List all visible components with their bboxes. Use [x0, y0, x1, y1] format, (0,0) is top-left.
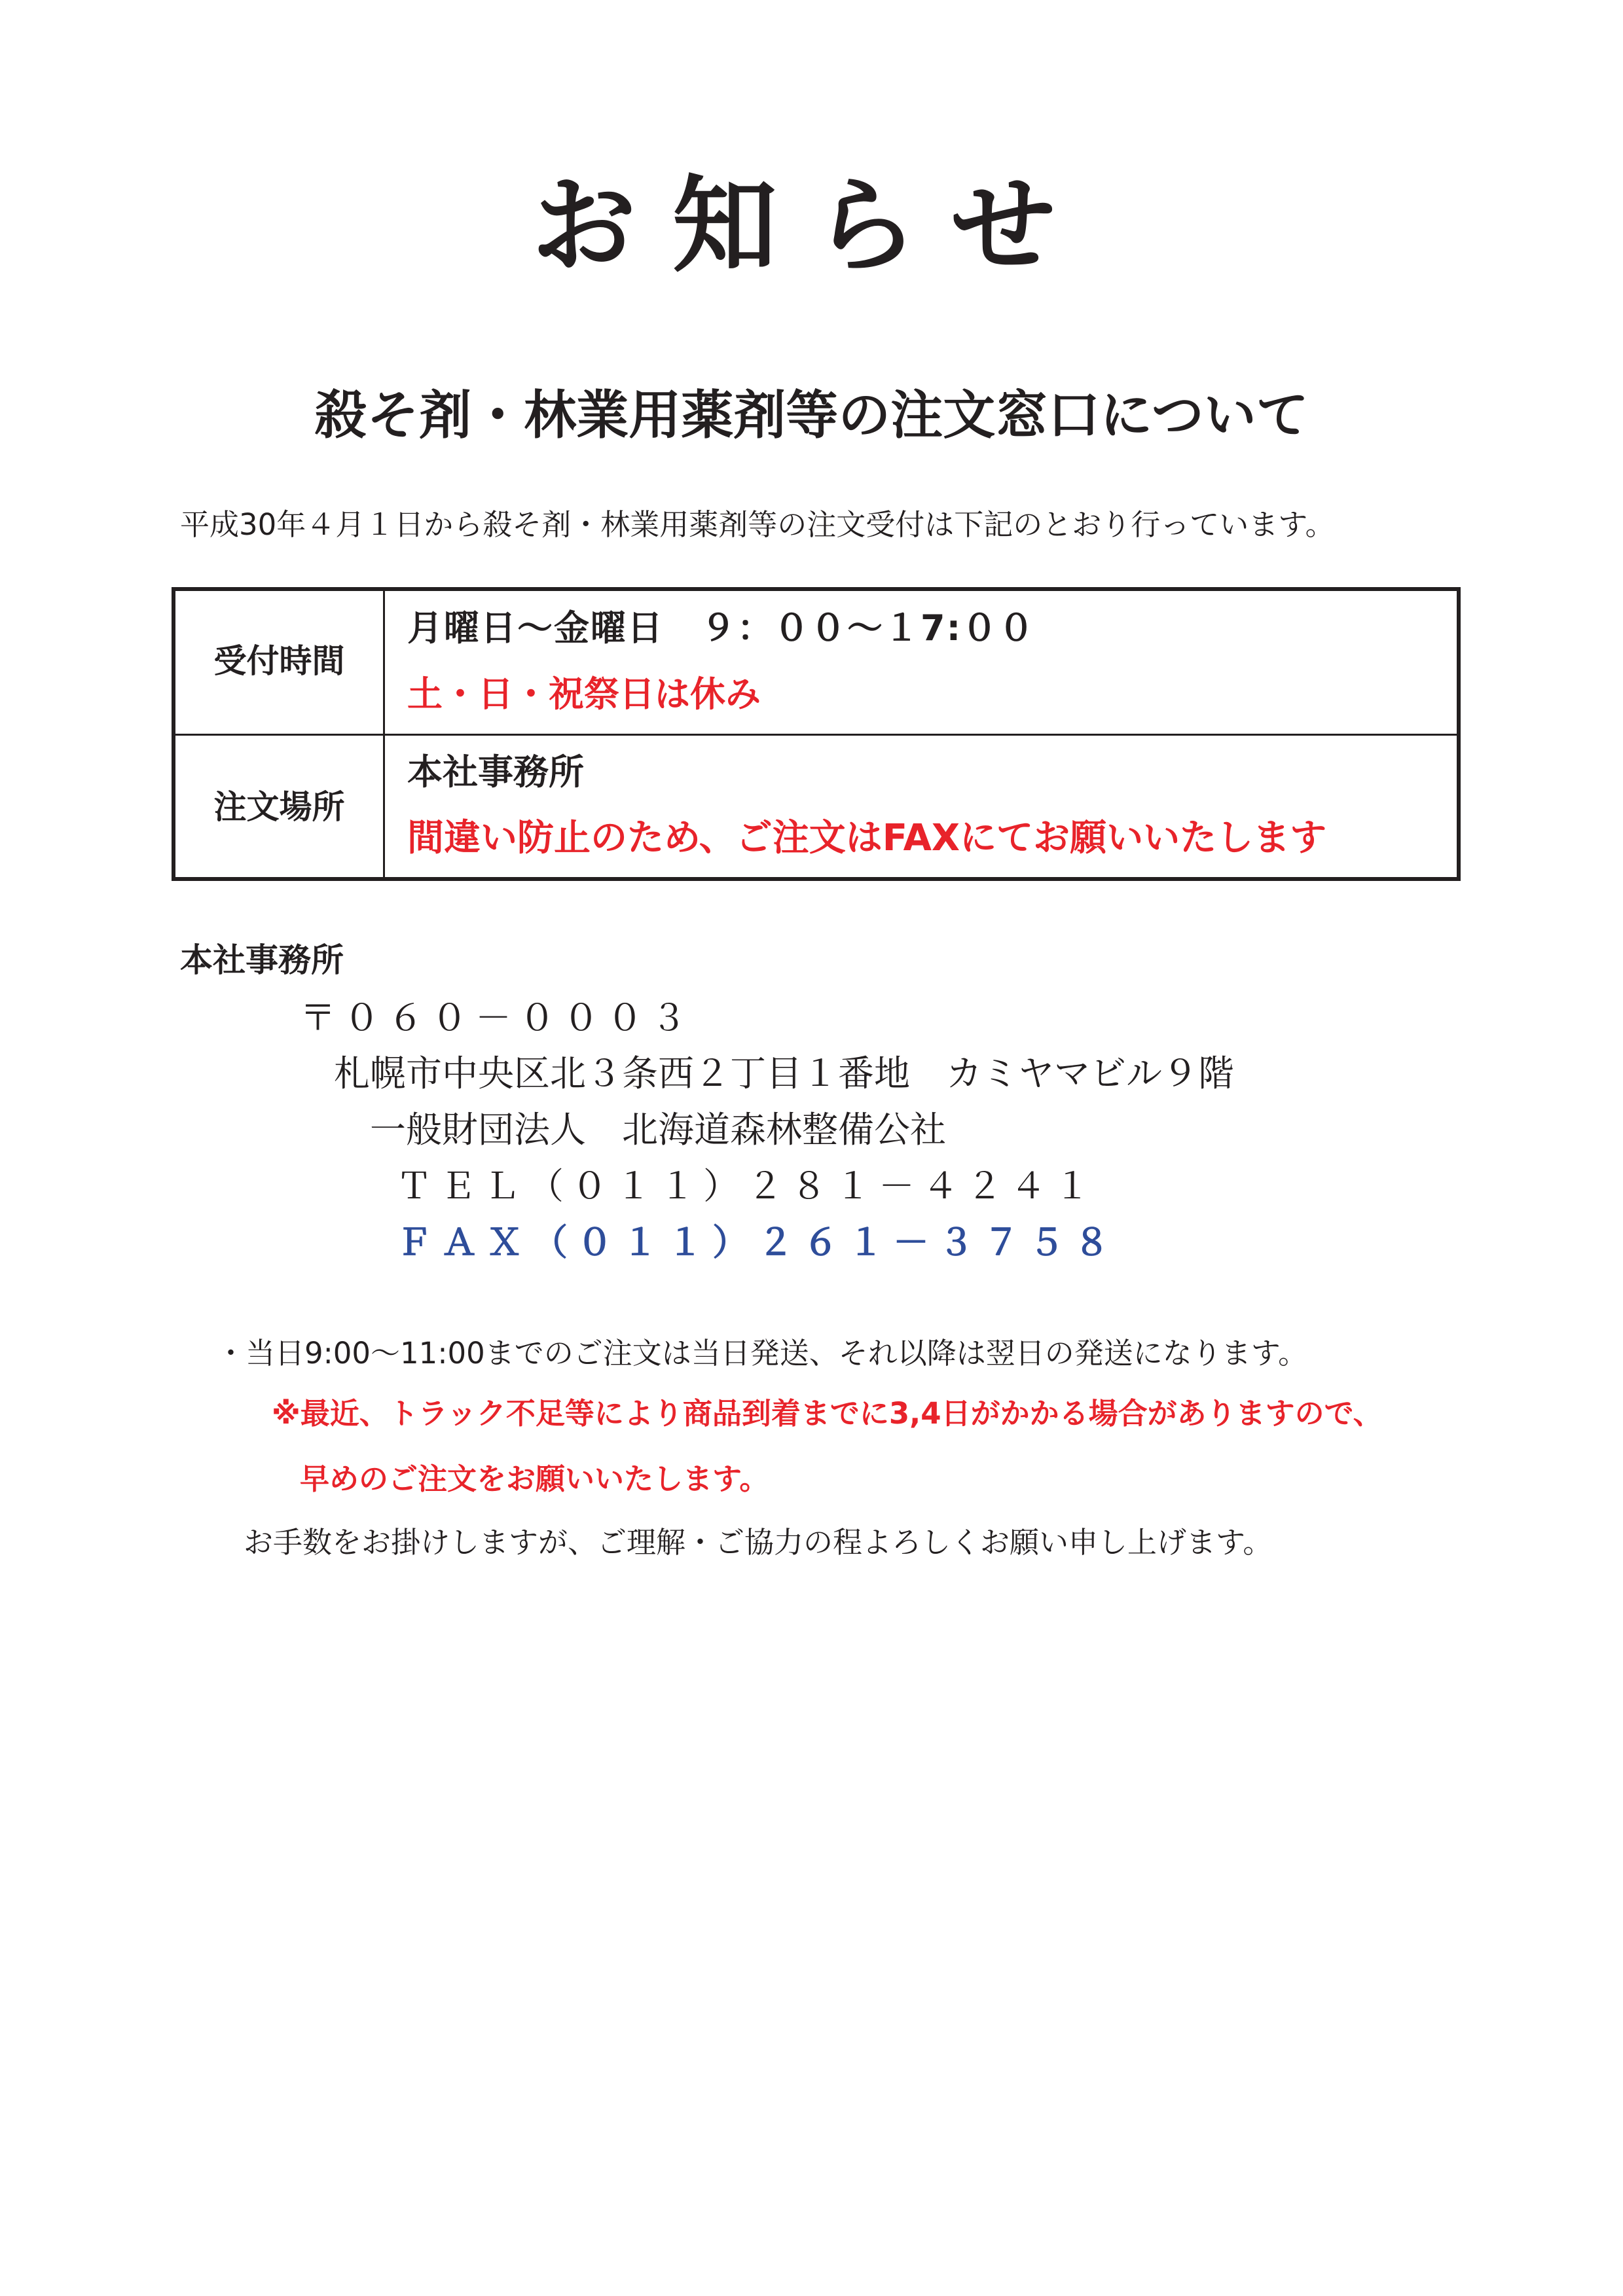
- place-office: 本社事務所: [407, 751, 584, 793]
- office-heading: 本社事務所: [180, 941, 344, 979]
- office-fax: ＦＡＸ（０１１）２６１－３７５８: [396, 1221, 1120, 1263]
- table-row-divider: [175, 734, 1457, 736]
- office-organization: 一般財団法人 北海道森林整備公社: [370, 1109, 947, 1151]
- office-address: 札幌市中央区北３条西２丁目１番地 カミヤマビル９階: [334, 1052, 1235, 1094]
- hours-weekdays: 月曜日～金曜日 ９：００～１7:００: [407, 607, 1036, 649]
- order-info-table: [172, 587, 1461, 881]
- shipping-note: ・当日9:00～11:00までのご注文は当日発送、それ以降は翌日の発送になります。: [216, 1336, 1308, 1371]
- intro-text: 平成30年４月１日から殺そ剤・林業用薬剤等の注文受付は下記のとおり行っています。: [180, 507, 1335, 542]
- place-fax-request: 間違い防止のため、ご注文はFAXにてお願いいたします: [407, 817, 1327, 859]
- page-subtitle: 殺そ剤・林業用薬剤等の注文窓口について: [314, 385, 1309, 446]
- hours-closed-days: 土・日・祝祭日は休み: [407, 673, 761, 715]
- closing-note: お手数をお掛けしますが、ご理解・ご協力の程よろしくお願い申し上げます。: [244, 1525, 1273, 1560]
- office-postal-code: 〒０６０－０００３: [300, 997, 695, 1039]
- office-tel: ＴＥＬ（０１１）２８１－４２４１: [396, 1165, 1099, 1207]
- warning-note-line1: ※最近、トラック不足等により商品到着までに3,4日がかかる場合がありますので、: [272, 1396, 1383, 1431]
- place-label: 注文場所: [213, 788, 345, 826]
- table-column-divider: [383, 591, 385, 877]
- warning-note-line2: 早めのご注文をお願いいたします。: [300, 1462, 769, 1496]
- hours-label: 受付時間: [213, 642, 345, 680]
- page-title: お知らせ: [531, 164, 1092, 287]
